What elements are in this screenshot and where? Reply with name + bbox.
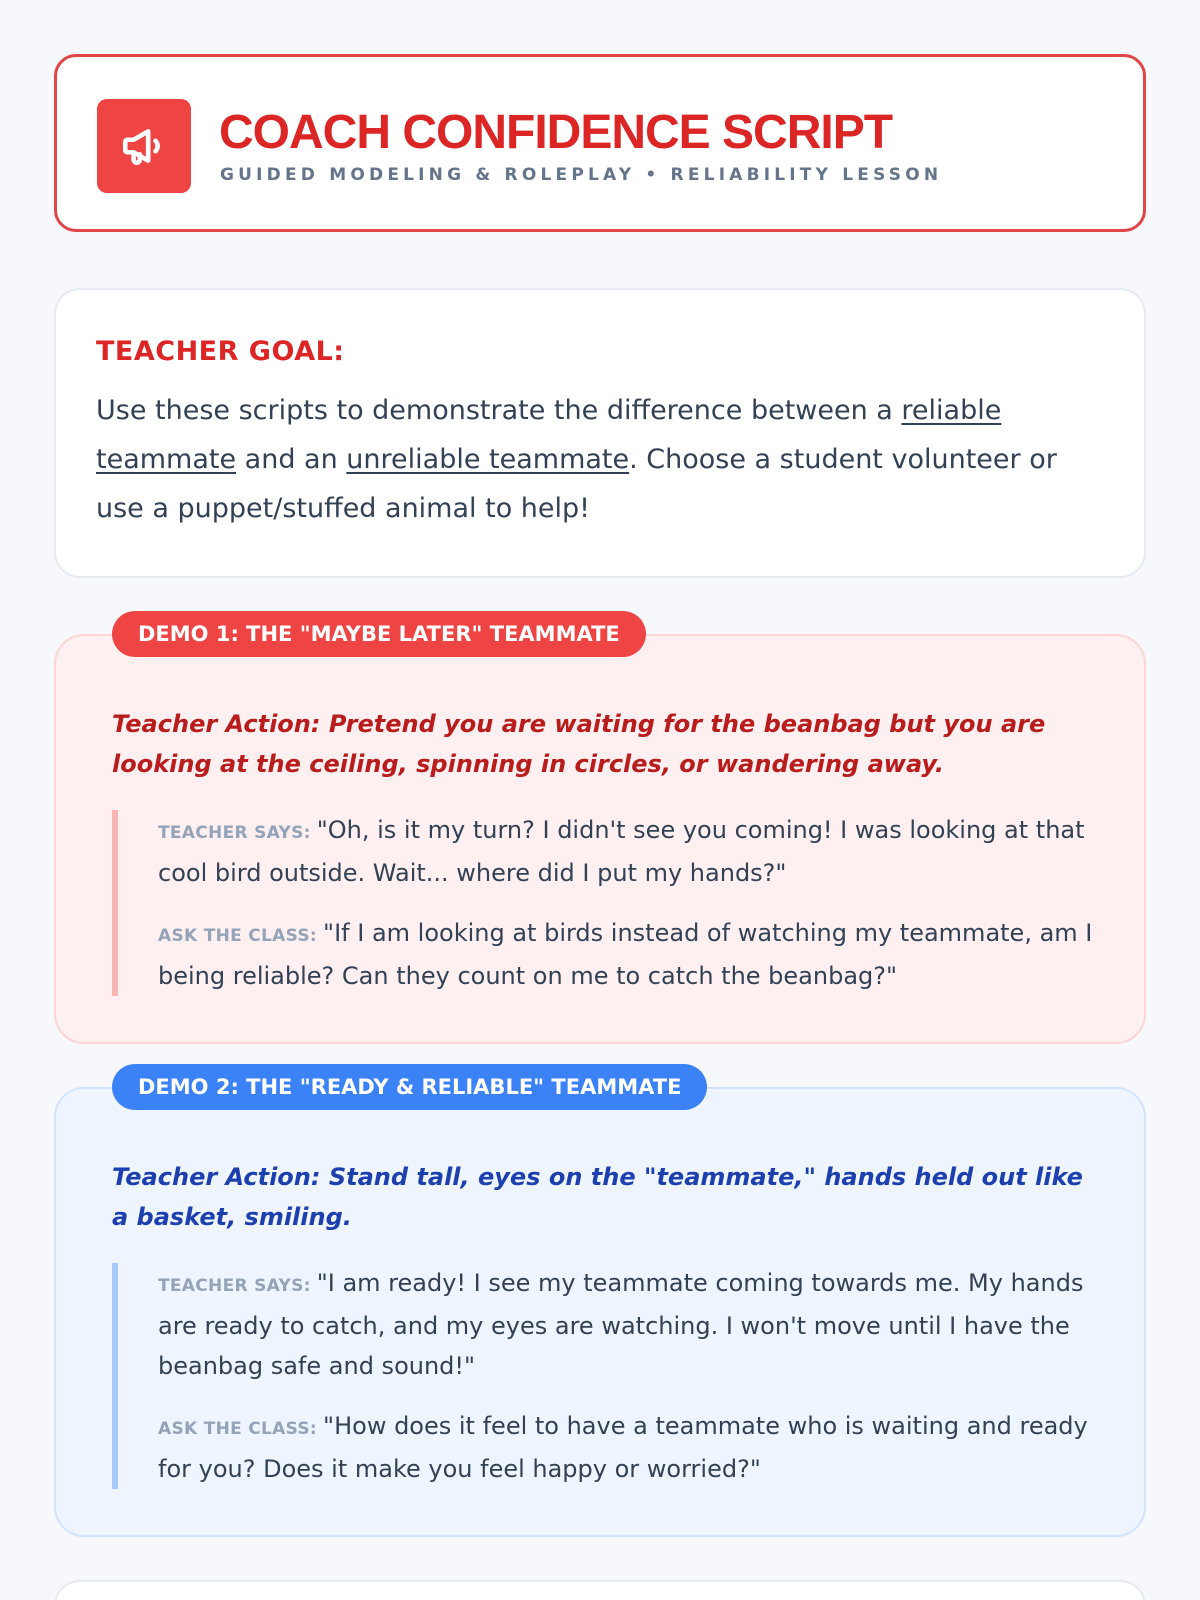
- demo-card-ready-reliable: [54, 1075, 1146, 1537]
- demo-badge: DEMO 1: THE "MAYBE LATER" TEAMMATE: [112, 611, 646, 657]
- next-section-card: [54, 1580, 1146, 1600]
- teacher-says-line: [158, 1263, 1102, 1386]
- goal-text-part: . Choose a student volunteer or use a puppet/stuffed animal to help!: [96, 444, 1057, 524]
- teacher-says-label: TEACHER SAYS:: [158, 1276, 311, 1296]
- teacher-says-line: [158, 810, 1102, 893]
- teacher-action: Teacher Action: Stand tall, eyes on the "teammate," hands held out like a basket, smiling.: [112, 1163, 1083, 1231]
- ask-class-text: "How does it feel to have a teammate who is waiting and ready for you? Does it make you feel happy or worried?": [158, 1412, 1088, 1483]
- script-quote: [112, 1263, 1102, 1489]
- teacher-goal-label: TEACHER GOAL:: [96, 336, 345, 367]
- teacher-says-text: "I am ready! I see my teammate coming towards me. My hands are ready to catch, and my eyes are watching. I won't move until I have the beanbag safe and sound!": [158, 1269, 1084, 1380]
- unreliable-teammate-term: unreliable teammate: [346, 444, 630, 475]
- ask-class-line: [158, 913, 1102, 996]
- page-title: COACH CONFIDENCE SCRIPT: [219, 106, 893, 159]
- teacher-says-text: "Oh, is it my turn? I didn't see you coming! I was looking at that cool bird outside. Wait... where did I put my hands?": [158, 816, 1085, 887]
- teacher-action: Teacher Action: Pretend you are waiting for the beanbag but you are looking at the ceiling, spinning in circles, or wandering away.: [112, 710, 1046, 778]
- reliable-teammate-term: reliable teammate: [96, 395, 1002, 475]
- demo-card-maybe-later: [54, 622, 1146, 1044]
- ask-class-line: [158, 1406, 1102, 1489]
- ask-class-text: "If I am looking at birds instead of watching my teammate, am I being reliable? Can they count on me to catch the beanbag?": [158, 919, 1093, 990]
- ask-class-label: ASK THE CLASS:: [158, 1419, 318, 1439]
- script-quote: [112, 810, 1102, 996]
- page-subtitle: GUIDED MODELING & ROLEPLAY • RELIABILITY LESSON: [220, 165, 943, 185]
- teacher-goal-text: [96, 386, 1106, 533]
- goal-text-part: and an: [236, 444, 347, 475]
- megaphone-icon: [97, 99, 191, 193]
- header-card: [54, 54, 1146, 232]
- goal-text-part: Use these scripts to demonstrate the difference between a: [96, 395, 902, 426]
- teacher-goal-card: [54, 288, 1146, 578]
- ask-class-label: ASK THE CLASS:: [158, 926, 318, 946]
- teacher-says-label: TEACHER SAYS:: [158, 823, 311, 843]
- demo-badge: DEMO 2: THE "READY & RELIABLE" TEAMMATE: [112, 1064, 707, 1110]
